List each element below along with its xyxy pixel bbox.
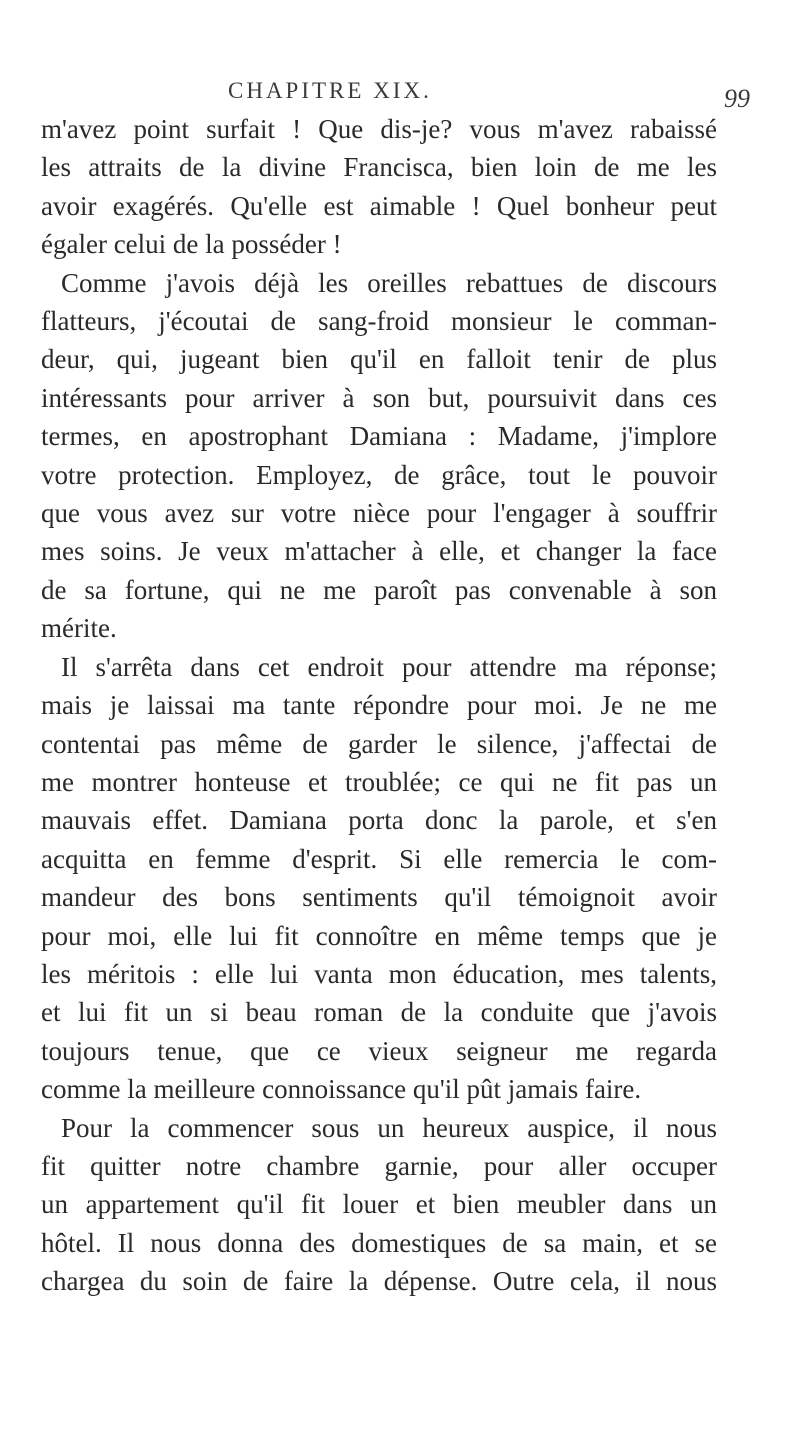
text-line: toujours tenue, que ce vieux seigneur me regarda — [41, 1035, 717, 1066]
text-line: mandeur des bons sentiments qu'il témoignoit avoir — [41, 882, 717, 913]
text-line: un appartement qu'il fit louer et bien meubler dans un — [41, 1189, 717, 1220]
text-line: égaler celui de la posséder ! — [41, 229, 342, 260]
running-head: CHAPITRE XIX. — [228, 78, 432, 103]
text-line: Comme j'avois déjà les oreilles rebattues de discours — [61, 267, 717, 298]
text-line: que vous avez sur votre nièce pour l'engager à souffrir — [41, 498, 717, 529]
text-line: et lui fit un si beau roman de la conduite que j'avois — [41, 997, 717, 1028]
text-line: termes, en apostrophant Damiana : Madame, j'implore — [41, 421, 717, 452]
text-line: m'avez point surfait ! Que dis-je? vous m'avez rabaissé — [41, 114, 717, 144]
text-line: mérite. — [41, 613, 117, 644]
text-line: me montrer honteuse et troublée; ce qui ne fit pas un — [41, 766, 717, 797]
text-line: intéressants pour arriver à son but, poursuivit dans ces — [41, 382, 717, 413]
text-line: pour moi, elle lui fit connoître en même temps que je — [41, 920, 717, 951]
text-line: Il s'arrêta dans cet endroit pour attendre ma réponse; — [61, 651, 717, 682]
text-line: chargea du soin de faire la dépense. Outre cela, il nous — [41, 1266, 717, 1297]
text-line: les méritois : elle lui vanta mon éducation, mes talents, — [41, 958, 717, 989]
text-line: avoir exagérés. Qu'elle est aimable ! Quel bonheur peut — [41, 190, 717, 221]
body-text — [41, 110, 717, 1301]
text-line: comme la meilleure connoissance qu'il pût jamais faire. — [41, 1074, 642, 1105]
page-number: 99 — [724, 84, 750, 113]
text-line: mes soins. Je veux m'attacher à elle, et changer la face — [41, 536, 717, 567]
text-line: mais je laissai ma tante répondre pour moi. Je ne me — [41, 690, 717, 721]
text-line: flatteurs, j'écoutai de sang-froid monsieur le comman- — [41, 306, 717, 337]
text-line: les attraits de la divine Francisca, bien loin de me les — [41, 152, 717, 183]
text-line: Pour la commencer sous un heureux auspice, il nous — [61, 1112, 717, 1143]
text-line: de sa fortune, qui ne me paroît pas convenable à son — [41, 574, 717, 605]
text-line: acquitta en femme d'esprit. Si elle remercia le com- — [41, 843, 717, 874]
text-line: contentai pas même de garder le silence, j'affectai de — [41, 728, 717, 759]
text-line: deur, qui, jugeant bien qu'il en falloit tenir de plus — [41, 344, 717, 375]
text-line: votre protection. Employez, de grâce, tout le pouvoir — [41, 459, 717, 490]
text-line: fit quitter notre chambre garnie, pour aller occuper — [41, 1150, 717, 1181]
text-line: hôtel. Il nous donna des domestiques de sa main, et se — [41, 1227, 717, 1258]
text-line: mauvais effet. Damiana porta donc la parole, et s'en — [41, 805, 717, 836]
